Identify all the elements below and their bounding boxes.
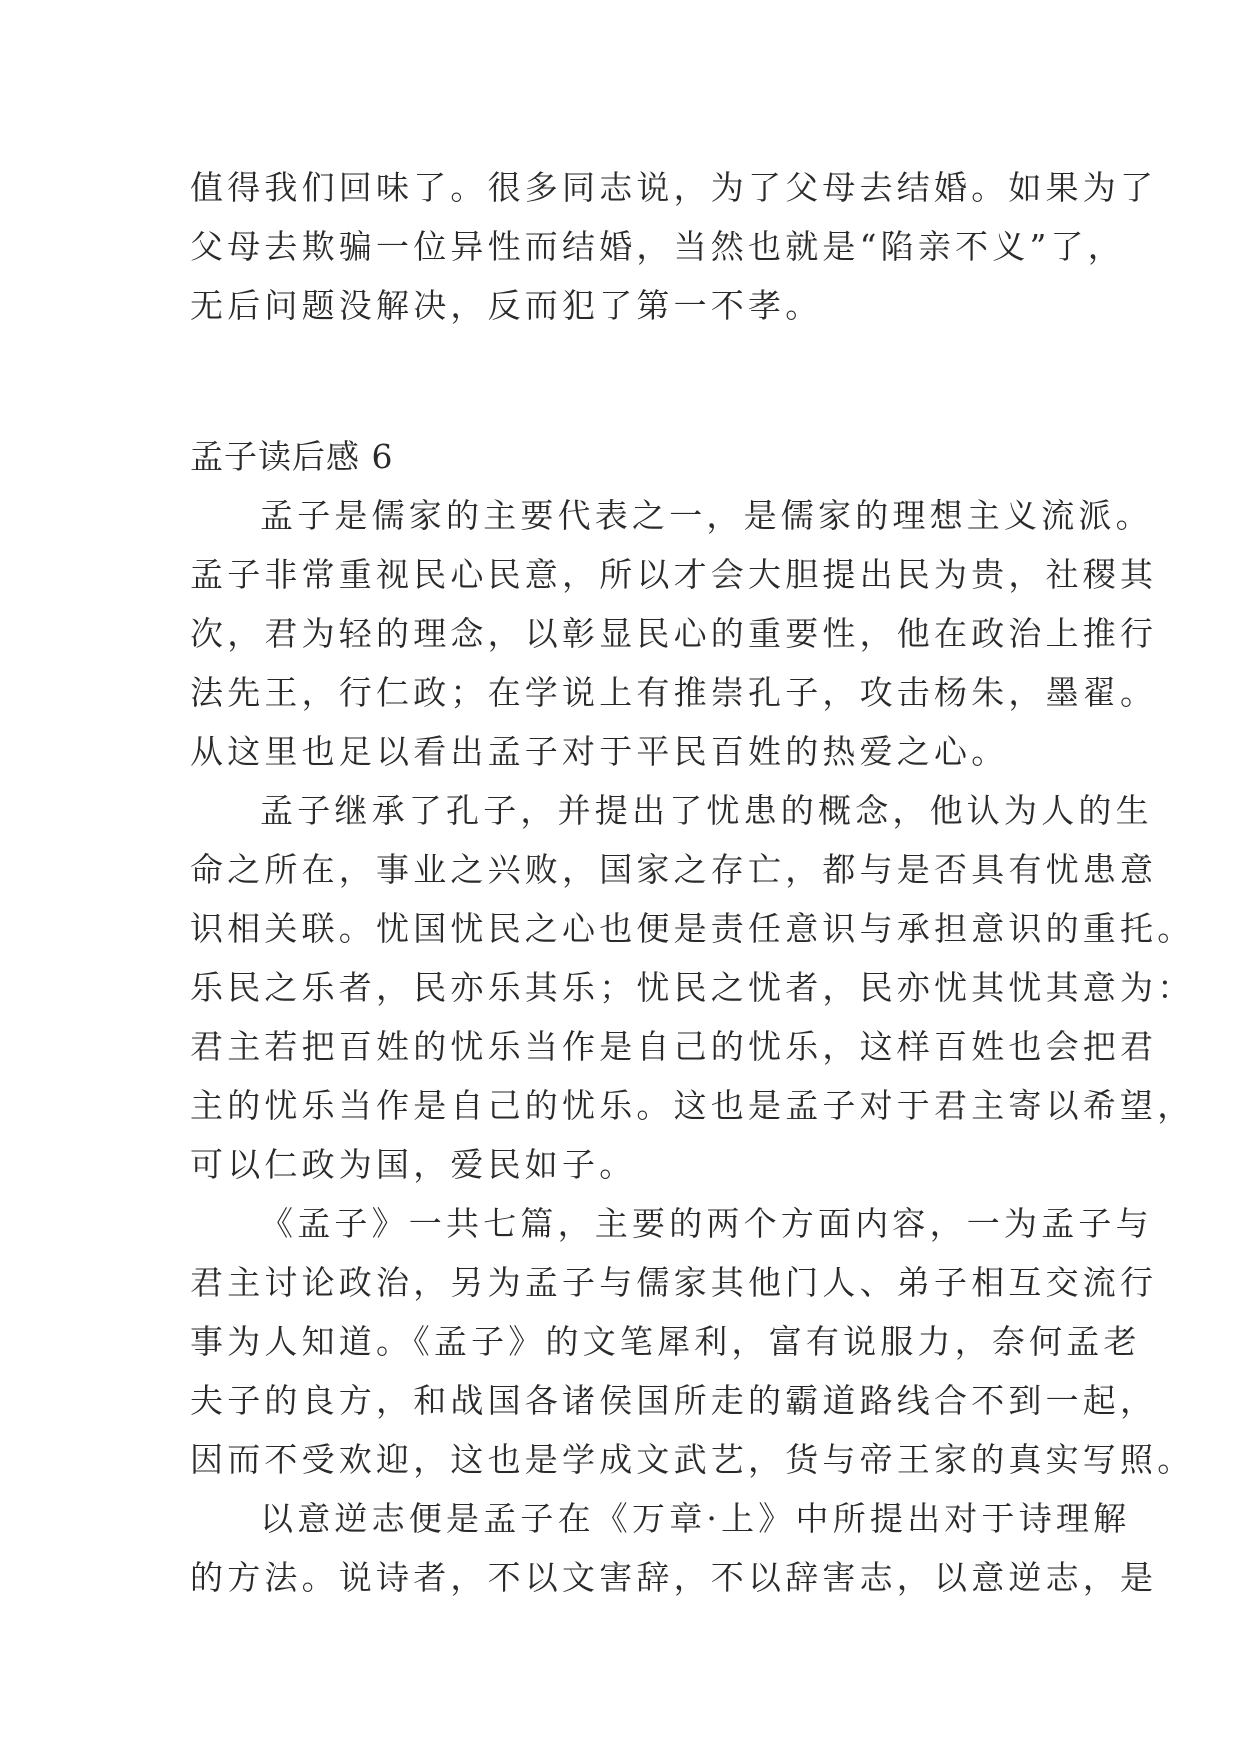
text-line: 君主讨论政治，另为孟子与儒家其他门人、弟子相互交流行 bbox=[190, 1263, 1158, 1302]
text-line: 孟子是儒家的主要代表之一，是儒家的理想主义流派。 bbox=[260, 496, 1153, 535]
text-line: 孟子继承了孔子，并提出了忧患的概念，他认为人的生 bbox=[260, 791, 1153, 830]
text-line: 的方法。说诗者，不以文害辞，不以辞害志，以意逆志，是 bbox=[190, 1558, 1158, 1597]
text-line: 君主若把百姓的忧乐当作是自己的忧乐，这样百姓也会把君 bbox=[190, 1027, 1158, 1066]
paragraph-1 bbox=[190, 486, 1158, 781]
text-line: 《孟子》一共七篇，主要的两个方面内容，一为孟子与 bbox=[260, 1204, 1153, 1243]
text-line: 从这里也足以看出孟子对于平民百姓的热爱之心。 bbox=[190, 732, 1009, 771]
text-line: 以意逆志便是孟子在《万章·上》中所提出对于诗理解 bbox=[260, 1499, 1131, 1538]
text-line: 乐民之乐者，民亦乐其乐；忧民之忧者，民亦忧其忧其意为： bbox=[190, 968, 1195, 1007]
paragraph-2 bbox=[190, 781, 1195, 1194]
document-body bbox=[190, 158, 1195, 1607]
paragraph-3 bbox=[190, 1194, 1195, 1489]
text-line: 父母去欺骗一位异性而结婚，当然也就是“陷亲不义”了， bbox=[190, 227, 1125, 266]
text-line: 值得我们回味了。很多同志说，为了父母去结婚。如果为了 bbox=[190, 168, 1158, 207]
text-line: 次，君为轻的理念，以彰显民心的重要性，他在政治上推行 bbox=[190, 614, 1158, 653]
section-title: 孟子读后感 6 bbox=[190, 437, 394, 476]
text-line: 命之所在，事业之兴败，国家之存亡，都与是否具有忧患意 bbox=[190, 850, 1158, 889]
text-line: 主的忧乐当作是自己的忧乐。这也是孟子对于君主寄以希望， bbox=[190, 1086, 1195, 1125]
text-line: 事为人知道。《孟子》的文笔犀利，富有说服力，奈何孟老 bbox=[190, 1322, 1141, 1361]
continuation-paragraph bbox=[190, 158, 1158, 335]
text-line: 因而不受欢迎，这也是学成文武艺，货与帝王家的真实写照。 bbox=[190, 1440, 1195, 1479]
text-line: 夫子的良方，和战国各诸侯国所走的霸道路线合不到一起， bbox=[190, 1381, 1158, 1420]
text-line: 无后问题没解决，反而犯了第一不孝。 bbox=[190, 286, 823, 325]
text-line: 识相关联。忧国忧民之心也便是责任意识与承担意识的重托。 bbox=[190, 909, 1195, 948]
text-line: 可以仁政为国，爱民如子。 bbox=[190, 1145, 637, 1184]
text-line: 孟子非常重视民心民意，所以才会大胆提出民为贵，社稷其 bbox=[190, 555, 1158, 594]
text-line: 法先王，行仁政；在学说上有推崇孔子，攻击杨朱，墨翟。 bbox=[190, 673, 1158, 712]
paragraph-4 bbox=[190, 1489, 1158, 1607]
